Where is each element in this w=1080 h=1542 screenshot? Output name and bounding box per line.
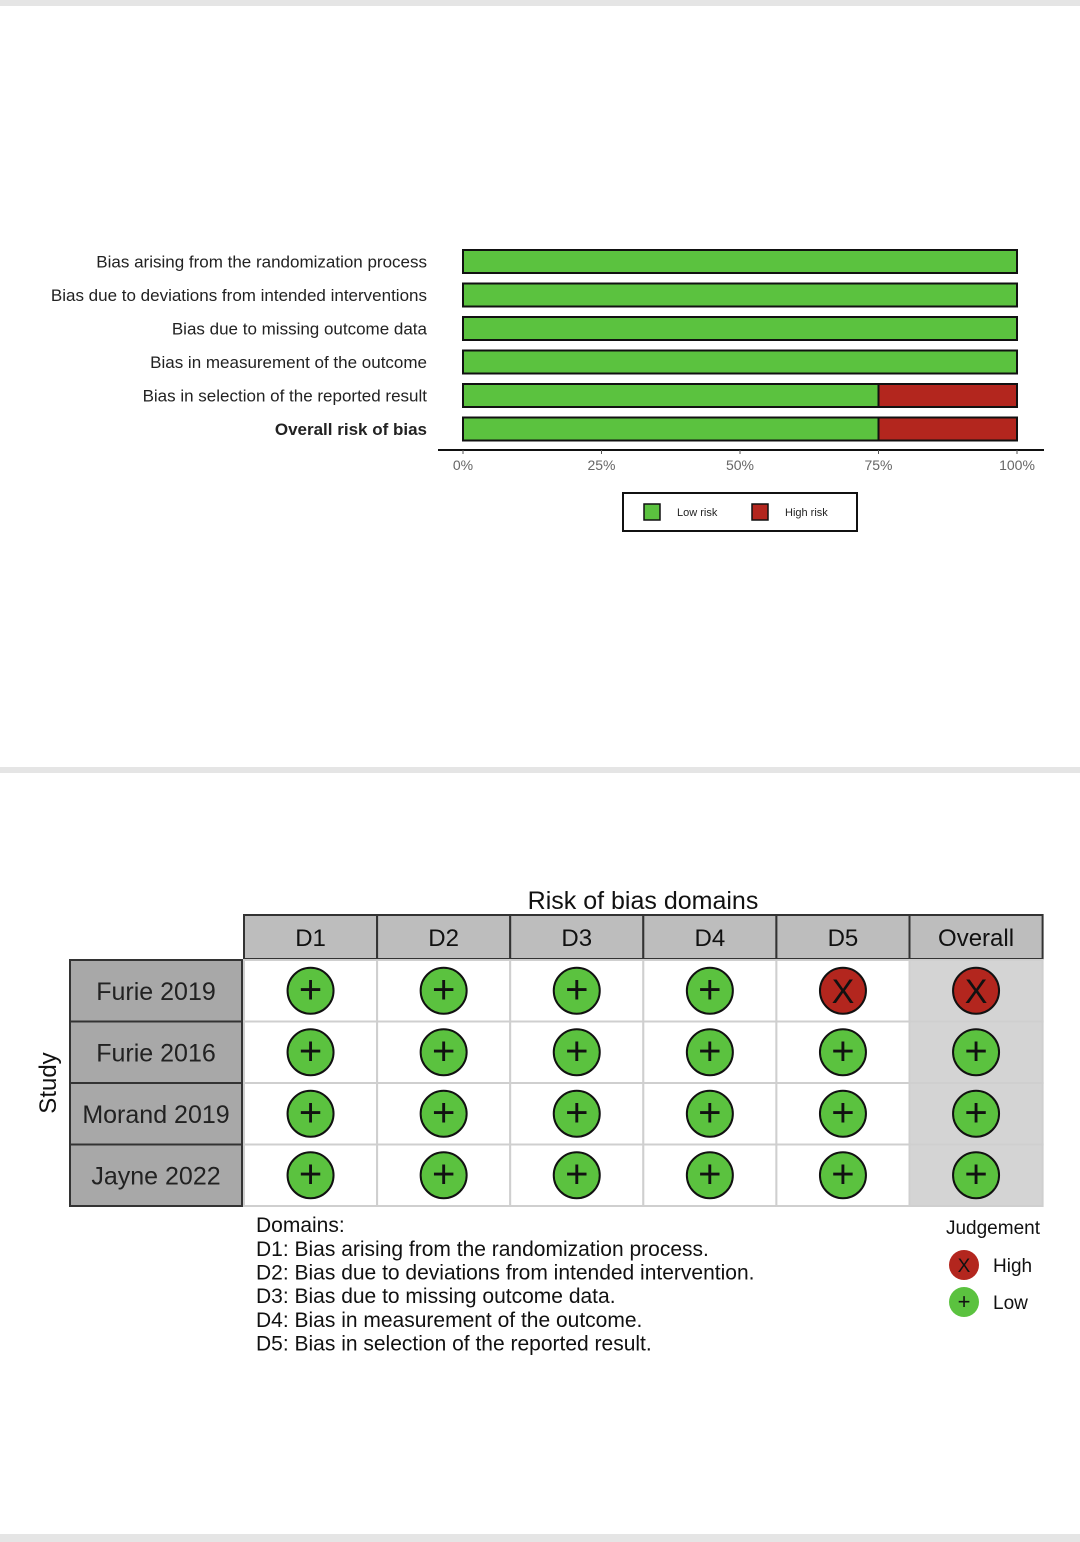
- traffic-light-plot: [0, 773, 1080, 1534]
- judgement-symbol-1-d5: X: [831, 972, 855, 1011]
- bar-high-risk-6: [879, 418, 1018, 441]
- judgement-symbol-4-d3: +: [565, 1152, 589, 1197]
- summary-chart-panel: [0, 6, 1080, 767]
- judgement-symbol-4-d1: +: [298, 1152, 323, 1197]
- category-label-bias-due-to-missing-outcome-data: Bias due to missing outcome data: [171, 319, 427, 339]
- judgement-symbol-1-d4: +: [698, 967, 722, 1012]
- domain-description-4: D4: Bias in measurement of the outcome.: [256, 1308, 643, 1332]
- category-label-overall-risk-of-bias: Overall risk of bias: [274, 420, 427, 439]
- study-label-3: Morand 2019: [82, 1100, 230, 1129]
- judgement-symbol-1-d3: +: [565, 967, 589, 1012]
- category-label-bias-in-selection-of-the-reported-result: Bias in selection of the reported result: [142, 386, 427, 406]
- column-header-label-d1: D1: [295, 925, 326, 952]
- bar-low-risk-3: [463, 317, 1017, 340]
- judgement-symbol-2-d1: +: [298, 1029, 323, 1074]
- study-label-4: Jayne 2022: [91, 1162, 221, 1191]
- row-axis-label: Study: [35, 1052, 62, 1114]
- legend-swatch-low-risk: [644, 504, 660, 520]
- legend-label-low-risk: Low risk: [677, 507, 718, 519]
- column-header-label-overall: Overall: [938, 925, 1015, 952]
- domain-description-2: D2: Bias due to deviations from intended intervention.: [256, 1261, 755, 1285]
- judgement-symbol-4-d5: +: [831, 1152, 855, 1197]
- legend-swatch-high-risk: [752, 504, 768, 520]
- judgement-symbol-3-d1: +: [298, 1090, 323, 1135]
- judgement-legend-symbol-low: +: [957, 1289, 971, 1314]
- judgement-symbol-3-d4: +: [698, 1090, 722, 1135]
- judgement-symbol-2-d2: +: [431, 1029, 456, 1074]
- judgement-symbol-1-overall: X: [964, 972, 988, 1011]
- judgement-symbol-2-d5: +: [831, 1029, 855, 1074]
- column-header-label-d3: D3: [561, 925, 593, 952]
- plot-title: Risk of bias domains: [527, 887, 759, 915]
- judgement-legend-symbol-high: X: [957, 1256, 971, 1277]
- bar-low-risk-2: [463, 284, 1017, 307]
- column-header-label-d5: D5: [827, 925, 859, 952]
- bar-low-risk-5: [463, 384, 879, 407]
- bar-low-risk-1: [463, 250, 1017, 273]
- bar-low-risk-4: [463, 351, 1017, 374]
- judgement-legend-label-high: High: [993, 1256, 1033, 1277]
- study-label-1: Furie 2019: [96, 977, 216, 1006]
- judgement-symbol-2-overall: +: [964, 1029, 988, 1074]
- judgement-symbol-1-d2: +: [431, 967, 456, 1012]
- category-label-bias-in-measurement-of-the-outcome: Bias in measurement of the outcome: [150, 353, 427, 372]
- column-header-label-d4: D4: [694, 925, 726, 952]
- x-tick-label-3: 50%: [725, 457, 755, 473]
- judgement-symbol-3-d2: +: [431, 1090, 456, 1135]
- category-label-bias-due-to-deviations-from-intended-interventions: Bias due to deviations from intended interventions: [50, 286, 427, 305]
- judgement-symbol-4-overall: +: [964, 1152, 988, 1197]
- judgement-symbol-3-d5: +: [831, 1090, 855, 1135]
- domain-description-1: D1: Bias arising from the randomization process.: [256, 1238, 709, 1261]
- traffic-light-panel: [0, 773, 1080, 1534]
- judgement-symbol-4-d4: +: [698, 1152, 722, 1197]
- column-header-label-d2: D2: [428, 925, 459, 952]
- domain-description-5: D5: Bias in selection of the reported result.: [256, 1332, 652, 1356]
- category-label-bias-arising-from-the-randomization-process: Bias arising from the randomization process: [96, 252, 427, 272]
- judgement-legend-label-low: Low: [993, 1293, 1028, 1314]
- judgement-symbol-1-d1: +: [298, 967, 323, 1012]
- summary-bar-chart: [0, 6, 1080, 767]
- x-tick-label-4: 75%: [864, 457, 893, 473]
- judgement-symbol-3-d3: +: [565, 1090, 589, 1135]
- judgement-symbol-2-d4: +: [698, 1029, 722, 1074]
- bottom-edge-band: [0, 1534, 1080, 1542]
- bar-low-risk-6: [463, 418, 879, 441]
- judgement-symbol-4-d2: +: [431, 1152, 456, 1197]
- judgement-symbol-3-overall: +: [964, 1090, 988, 1135]
- judgement-legend-title: Judgement: [945, 1218, 1041, 1239]
- domain-description-3: D3: Bias due to missing outcome data.: [256, 1285, 616, 1309]
- x-tick-label-2: 25%: [587, 457, 616, 473]
- x-tick-label-5: 100%: [999, 457, 1035, 473]
- domains-title: Domains:: [256, 1214, 345, 1237]
- bar-high-risk-5: [879, 384, 1018, 407]
- study-label-2: Furie 2016: [96, 1039, 216, 1068]
- x-tick-label-1: 0%: [452, 457, 474, 473]
- judgement-symbol-2-d3: +: [565, 1029, 589, 1074]
- legend-label-high-risk: High risk: [785, 507, 828, 519]
